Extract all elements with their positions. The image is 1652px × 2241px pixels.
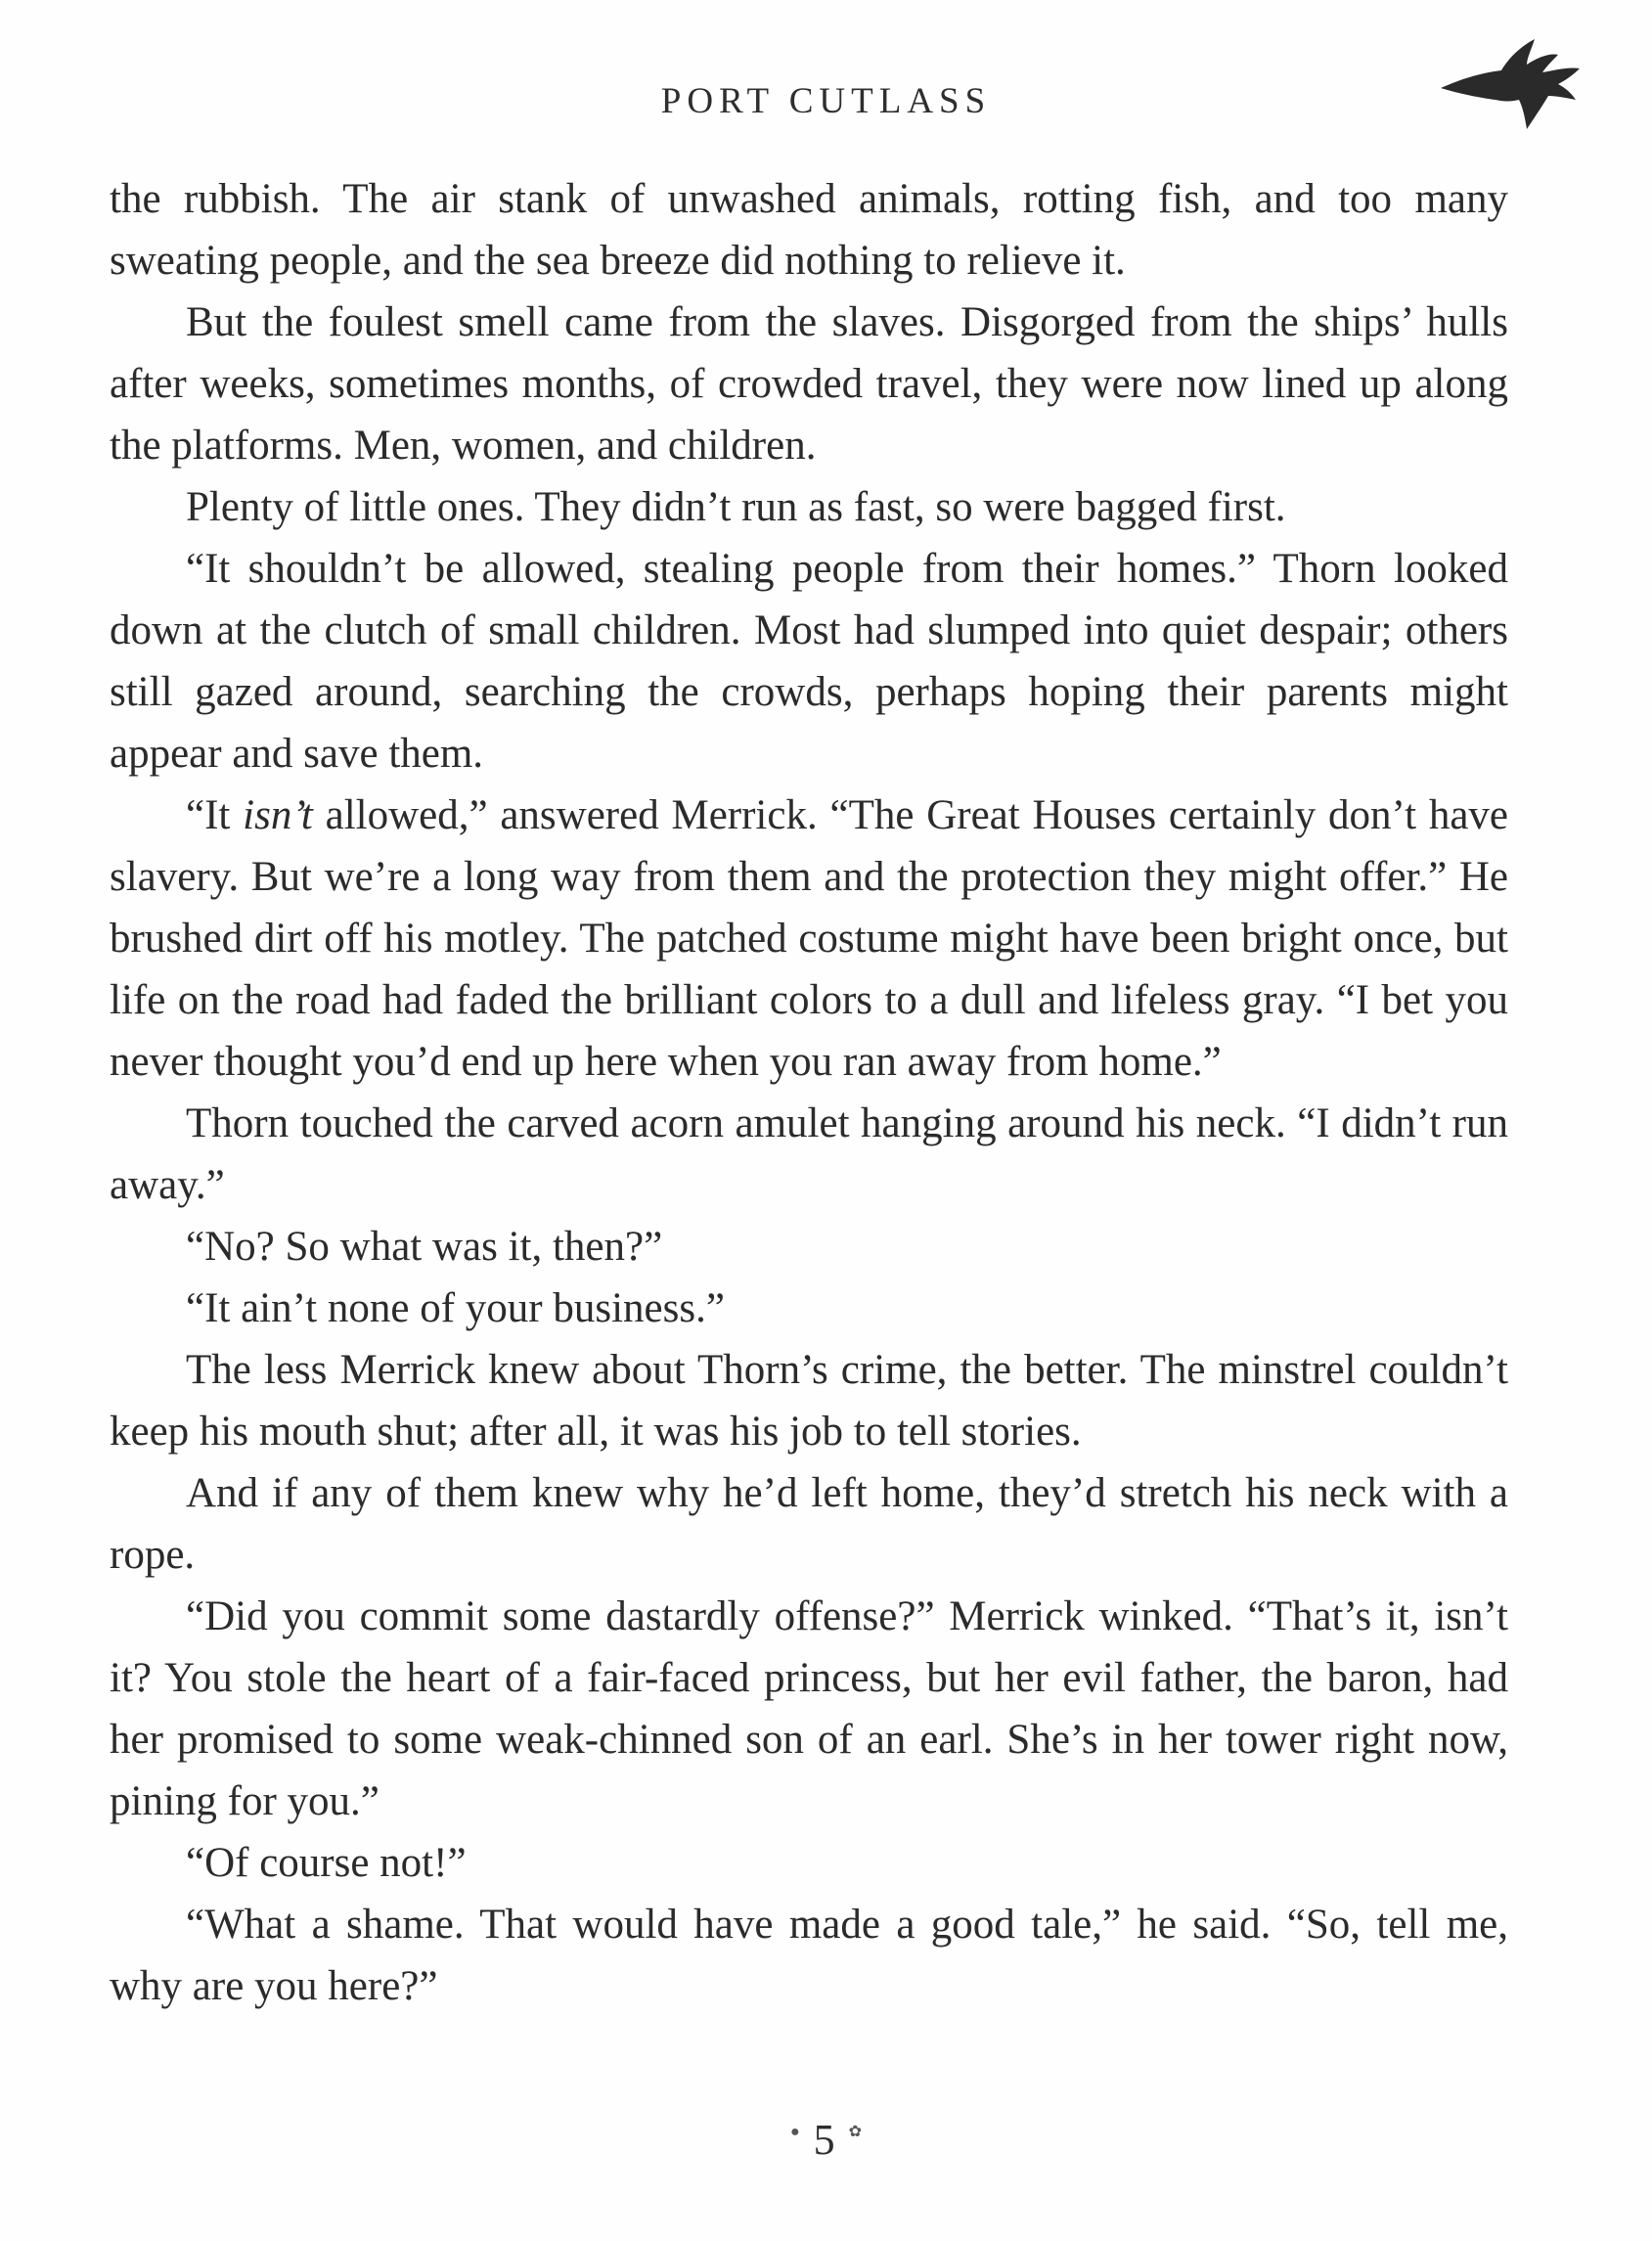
paragraph — [110, 168, 1508, 291]
running-header: PORT CUTLASS — [660, 81, 992, 121]
paragraph — [110, 1462, 1508, 1586]
paragraph-text: “It ain’t none of your business.” — [186, 1285, 725, 1331]
body-text — [110, 168, 1508, 2017]
paragraph-text: The less Merrick knew about Thorn’s crime, the better. The minstrel couldn’t keep his mouth shut; after all, it was his job to tell stories. — [110, 1347, 1508, 1455]
paragraph — [110, 476, 1508, 538]
paragraph — [110, 1832, 1508, 1894]
paragraph-text: “Of course not!” — [186, 1840, 467, 1886]
paragraph — [110, 1894, 1508, 2017]
page-folio — [0, 2115, 1652, 2165]
paragraph-text: But the foulest smell came from the slaves. Disgorged from the ships’ hulls after weeks, sometimes months, of crowded travel, they were now lined up along the platforms. Men, women, and children. — [110, 299, 1508, 469]
paragraph-text: “No? So what was it, then?” — [186, 1224, 663, 1270]
bird-silhouette-icon — [1433, 27, 1589, 135]
paragraph-text: “It shouldn’t be allowed, stealing people from their homes.” Thorn looked down at the clutch of small children. Most had slumped into quiet despair; others still gazed around, searching the crowds, perhaps hoping their parents might appear and save them. — [110, 546, 1508, 777]
paragraph — [110, 291, 1508, 476]
paragraph — [110, 1277, 1508, 1339]
paragraph-text: “It — [186, 792, 244, 838]
folio-ornament-right: ✿ — [848, 2124, 863, 2140]
paragraph — [110, 1339, 1508, 1462]
paragraph-text: allowed,” answered Merrick. “The Great Houses certainly don’t have slavery. But we’re a long way from them and the protection they might offer.” He brushed dirt off his motley. The patched costume might have been bright once, but life on the road had faded the brilliant colors to a dull and lifeless gray. “I bet you never thought you’d end up here when you ran away from home.” — [110, 792, 1508, 1085]
paragraph-text: Thorn touched the carved acorn amulet hanging around his neck. “I didn’t run away.” — [110, 1100, 1508, 1208]
folio-ornament-left: ● — [789, 2124, 800, 2140]
paragraph — [110, 784, 1508, 1093]
page-number: 5 — [813, 2116, 835, 2164]
paragraph-text: “What a shame. That would have made a good tale,” he said. “So, tell me, why are you here?” — [110, 1902, 1508, 2009]
paragraph — [110, 1586, 1508, 1832]
paragraph-text: And if any of them knew why he’d left home, they’d stretch his neck with a rope. — [110, 1470, 1508, 1578]
paragraph — [110, 1216, 1508, 1277]
italic-emphasis: isn’t — [243, 792, 313, 838]
paragraph — [110, 1093, 1508, 1216]
paragraph-text: the rubbish. The air stank of unwashed animals, rotting fish, and too many sweating people, and the sea breeze did nothing to relieve it. — [110, 176, 1508, 284]
paragraph — [110, 538, 1508, 784]
paragraph-text: “Did you commit some dastardly offense?” Merrick winked. “That’s it, isn’t it? You stole the heart of a fair-faced princess, but her evil father, the baron, had her promised to some weak-chinned son of an earl. She’s in her tower right now, pining for you.” — [110, 1593, 1508, 1824]
paragraph-text: Plenty of little ones. They didn’t run as fast, so were bagged first. — [186, 484, 1286, 530]
